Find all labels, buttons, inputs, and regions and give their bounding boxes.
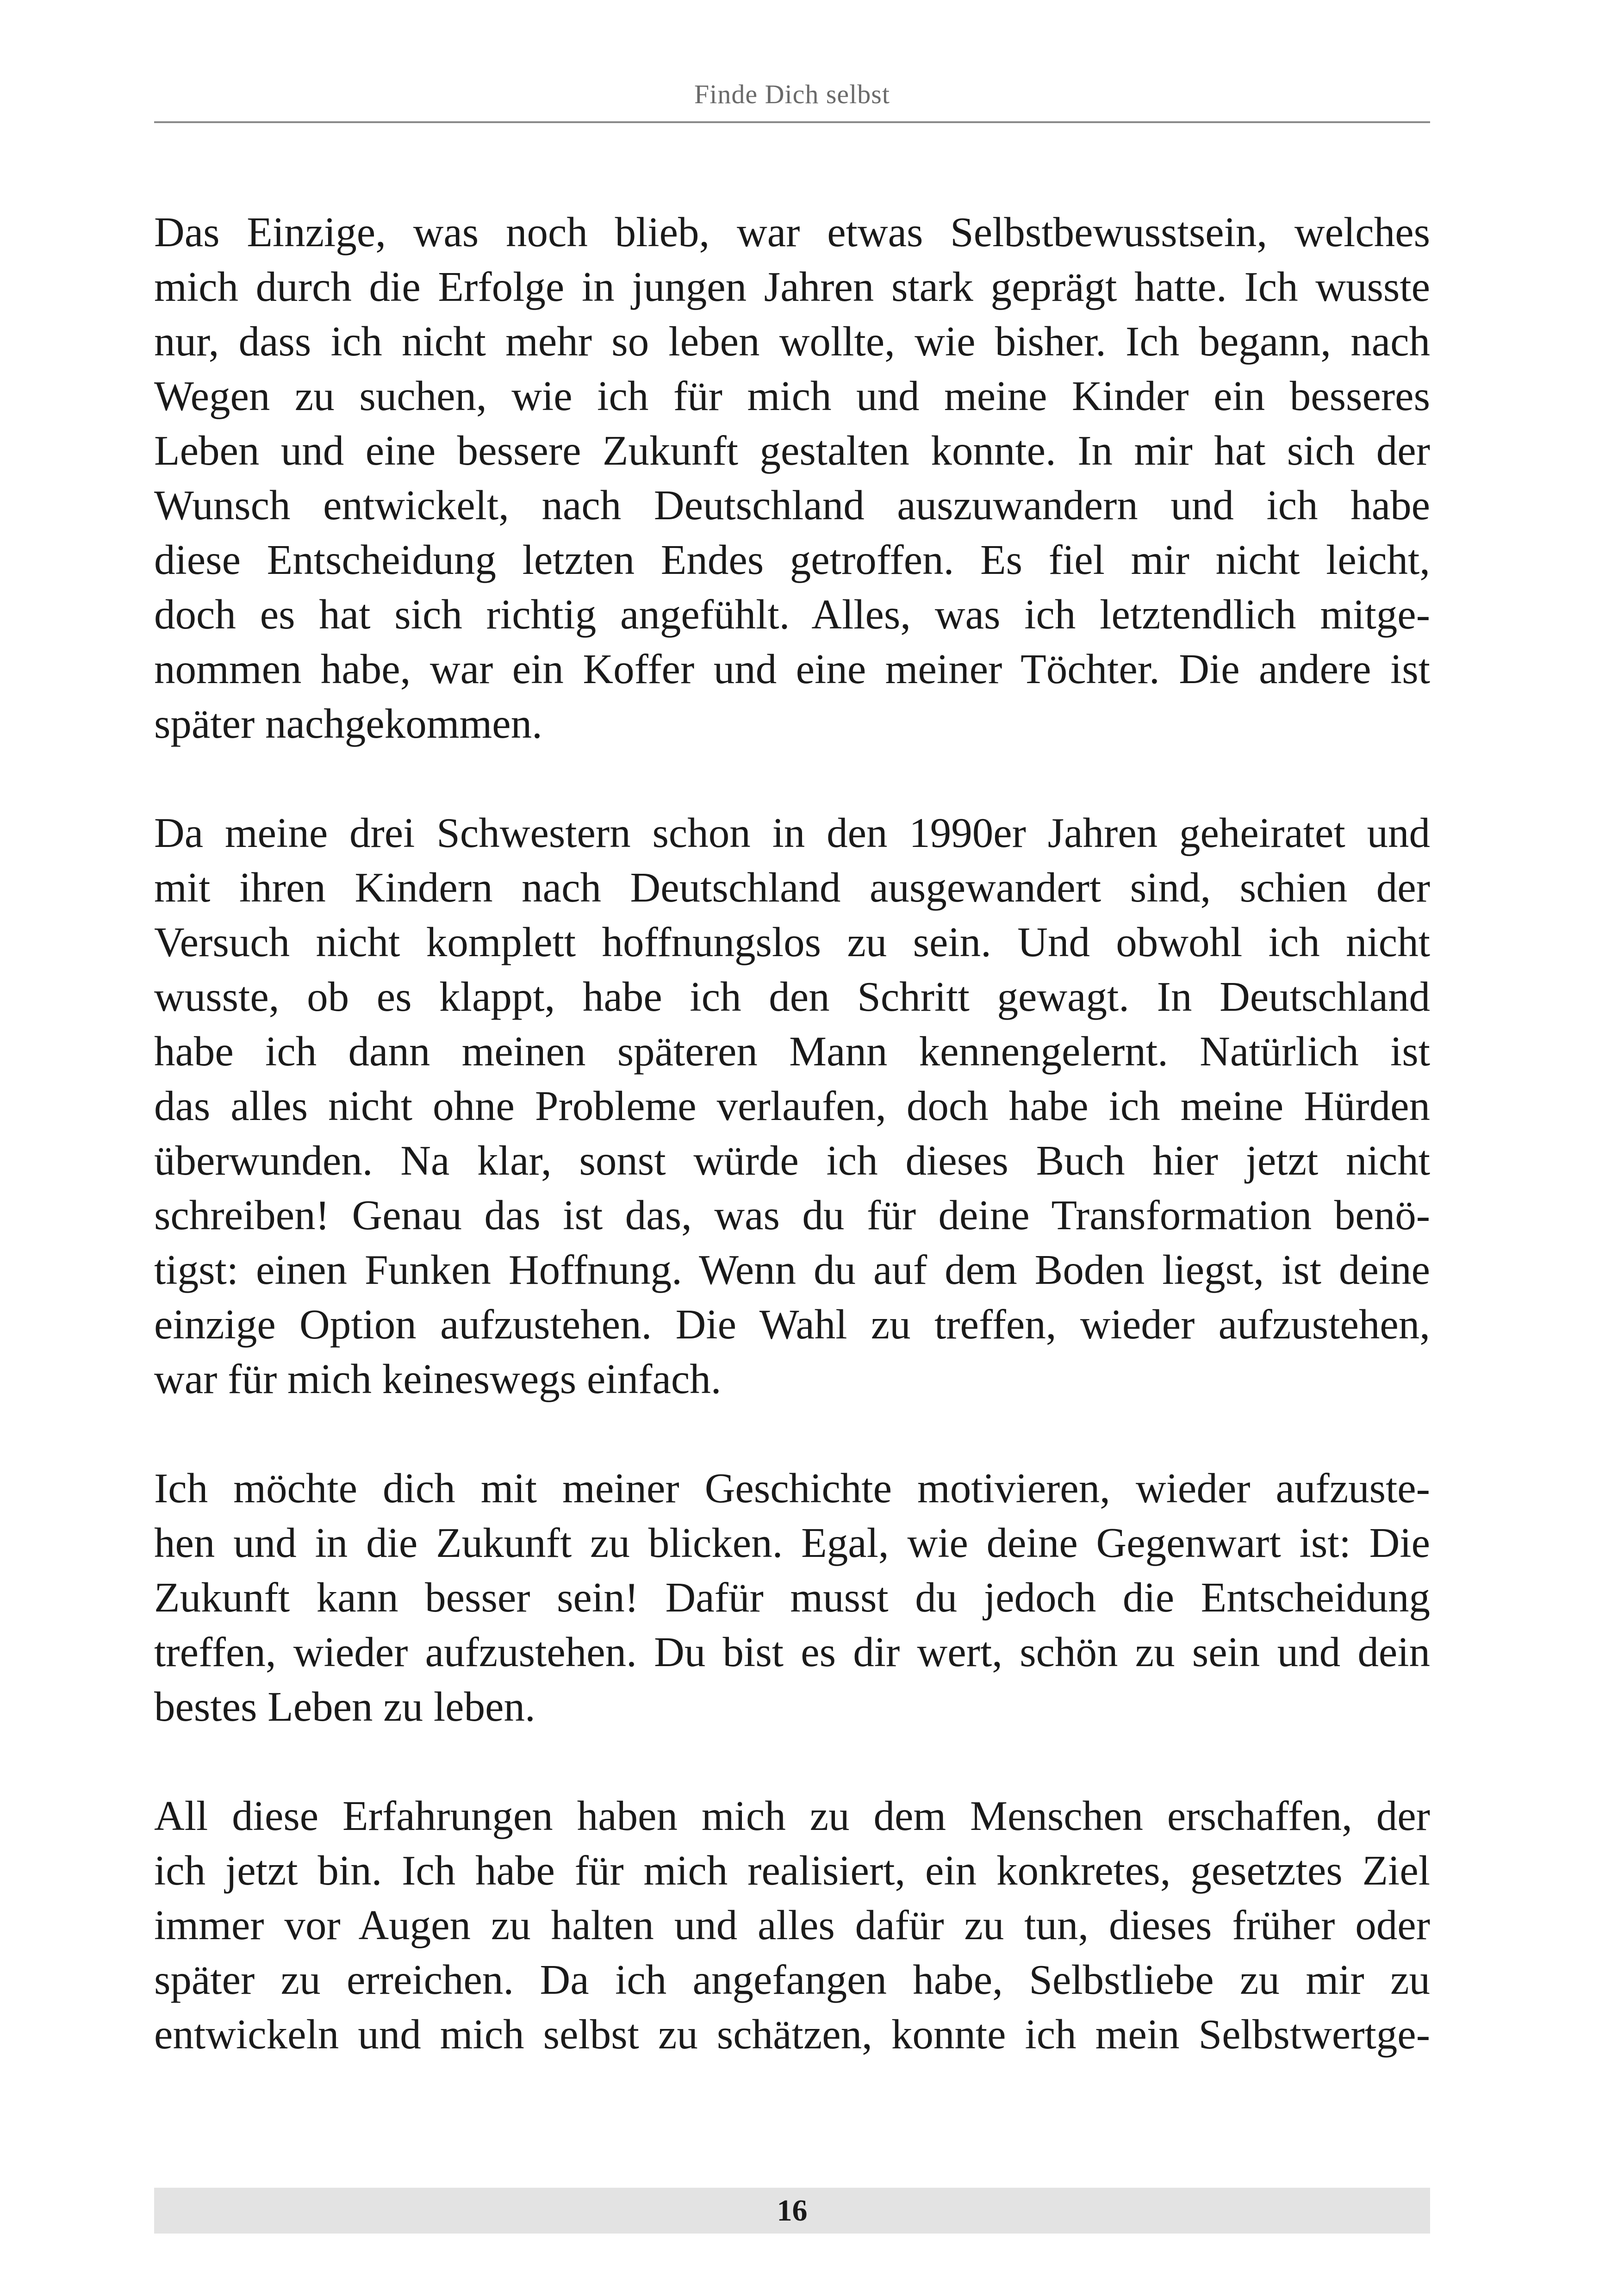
paragraph-3 bbox=[154, 1461, 1430, 1734]
text-line: bestes Leben zu leben. bbox=[154, 1683, 535, 1730]
text-line: Da meine drei Schwestern schon in den 1990er Jahren geheiratet und bbox=[154, 809, 1430, 856]
text-line: doch es hat sich richtig angefühlt. Alles, was ich letztendlich mitge- bbox=[154, 591, 1430, 638]
text-line: All diese Erfahrungen haben mich zu dem Menschen erschaffen, der bbox=[154, 1792, 1430, 1839]
paragraph-1 bbox=[154, 205, 1430, 751]
text-line: Zukunft kann besser sein! Dafür musst du jedoch die Entscheidung bbox=[154, 1574, 1430, 1621]
header-rule bbox=[154, 121, 1430, 123]
text-line: Leben und eine bessere Zukunft gestalten konnte. In mir hat sich der bbox=[154, 427, 1430, 474]
text-line: nommen habe, war ein Koffer und eine meiner Töchter. Die andere ist bbox=[154, 646, 1430, 692]
text-line: Das Einzige, was noch blieb, war etwas Selbstbewusstsein, welches bbox=[154, 209, 1430, 255]
text-line: später nachgekommen. bbox=[154, 700, 542, 747]
text-line: später zu erreichen. Da ich angefangen habe, Selbstliebe zu mir zu bbox=[154, 1956, 1430, 2003]
text-line: diese Entscheidung letzten Endes getroffen. Es fiel mir nicht leicht, bbox=[154, 536, 1430, 583]
text-line: überwunden. Na klar, sonst würde ich dieses Buch hier jetzt nicht bbox=[154, 1137, 1430, 1184]
text-line: entwickeln und mich selbst zu schätzen, konnte ich mein Selbstwertge- bbox=[154, 2011, 1430, 2058]
text-line: einzige Option aufzustehen. Die Wahl zu treffen, wieder aufzustehen, bbox=[154, 1301, 1430, 1348]
text-line: mich durch die Erfolge in jungen Jahren stark geprägt hatte. Ich wusste bbox=[154, 263, 1430, 310]
footer-bar bbox=[154, 2188, 1430, 2234]
text-line: schreiben! Genau das ist das, was du für deine Transformation benö- bbox=[154, 1192, 1430, 1238]
text-line: habe ich dann meinen späteren Mann kennengelernt. Natürlich ist bbox=[154, 1028, 1430, 1075]
text-line: war für mich keineswegs einfach. bbox=[154, 1356, 722, 1402]
text-line: Versuch nicht komplett hoffnungslos zu sein. Und obwohl ich nicht bbox=[154, 919, 1430, 965]
body-text bbox=[154, 205, 1430, 2062]
text-line: Wunsch entwickelt, nach Deutschland auszuwandern und ich habe bbox=[154, 482, 1430, 529]
text-line: Ich möchte dich mit meiner Geschichte motivieren, wieder aufzuste- bbox=[154, 1465, 1430, 1512]
paragraph-2 bbox=[154, 806, 1430, 1406]
text-line: treffen, wieder aufzustehen. Du bist es dir wert, schön zu sein und dein bbox=[154, 1629, 1430, 1675]
text-line: das alles nicht ohne Probleme verlaufen, doch habe ich meine Hürden bbox=[154, 1083, 1430, 1129]
page-number: 16 bbox=[777, 2194, 808, 2228]
running-title: Finde Dich selbst bbox=[694, 79, 890, 109]
text-line: hen und in die Zukunft zu blicken. Egal, wie deine Gegenwart ist: Die bbox=[154, 1519, 1430, 1566]
text-line: Wegen zu suchen, wie ich für mich und meine Kinder ein besseres bbox=[154, 373, 1430, 419]
text-line: nur, dass ich nicht mehr so leben wollte, wie bisher. Ich begann, nach bbox=[154, 318, 1430, 365]
paragraph-4 bbox=[154, 1789, 1430, 2062]
text-line: wusste, ob es klappt, habe ich den Schritt gewagt. In Deutschland bbox=[154, 973, 1430, 1020]
text-line: tigst: einen Funken Hoffnung. Wenn du auf dem Boden liegst, ist deine bbox=[154, 1246, 1430, 1293]
text-line: mit ihren Kindern nach Deutschland ausgewandert sind, schien der bbox=[154, 864, 1430, 911]
text-line: ich jetzt bin. Ich habe für mich realisiert, ein konkretes, gesetztes Ziel bbox=[154, 1847, 1430, 1894]
text-line: immer vor Augen zu halten und alles dafür zu tun, dieses früher oder bbox=[154, 1902, 1430, 1948]
